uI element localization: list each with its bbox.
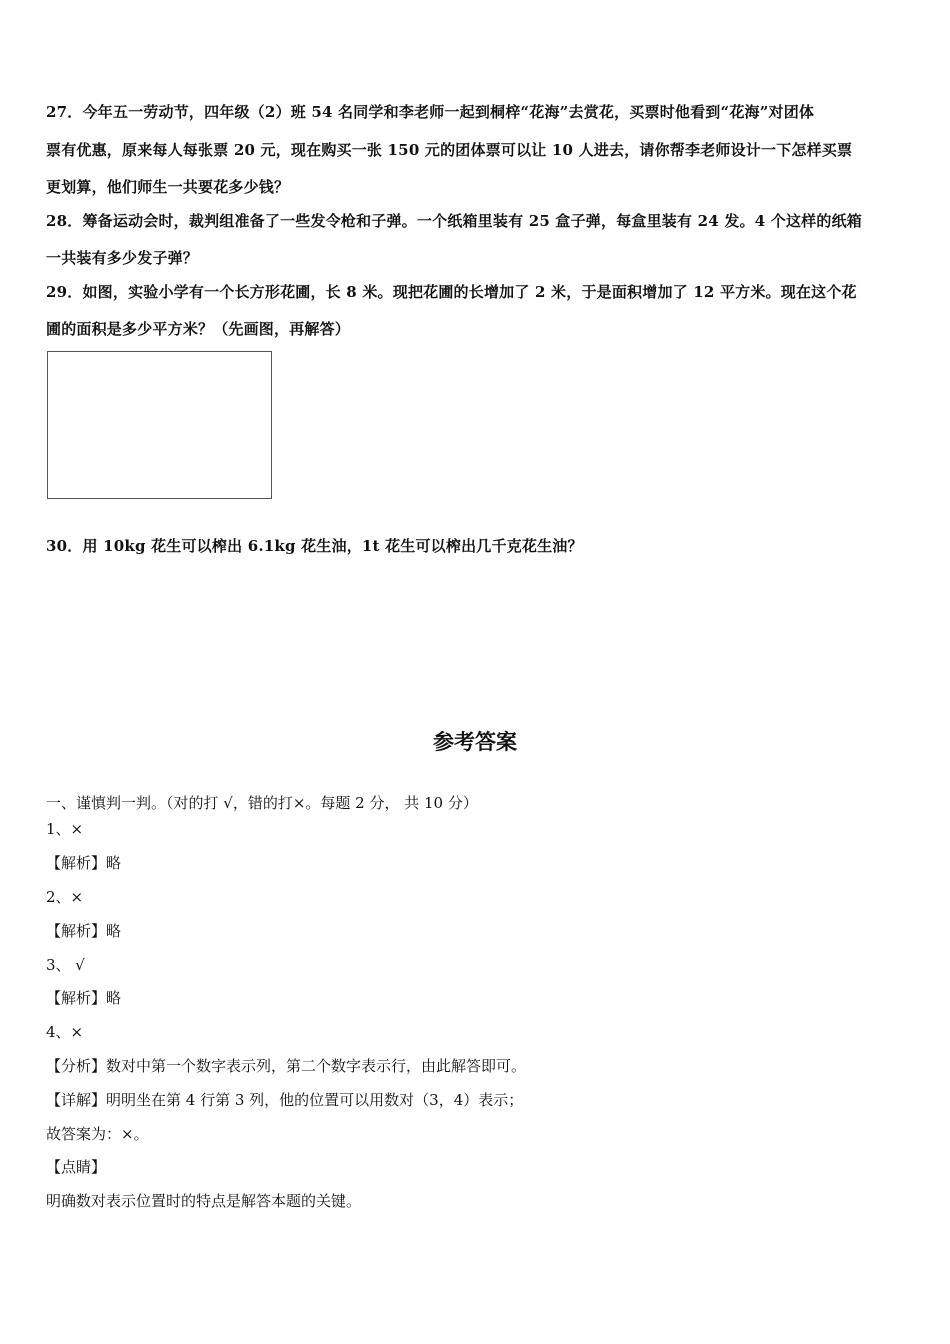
q28-line2: 一共装有多少发子弹？ <box>46 249 199 267</box>
answer-2-analysis: 【解析】略 <box>46 922 122 940</box>
answer-section-heading: 一、谨慎判一判。（对的打 √，错的打×。每题 2 分， 共 10 分） <box>46 794 478 812</box>
answer-4-dianjing-label: 【点睛】 <box>46 1158 107 1176</box>
q29-line2: 圃的面积是多少平方米？（先画图，再解答） <box>46 320 351 338</box>
answer-3: 3、 √ <box>46 956 85 974</box>
drawing-box <box>47 351 272 499</box>
q27-line3: 更划算，他们师生一共要花多少钱？ <box>46 178 290 196</box>
q29-line1: 29．如图，实验小学有一个长方形花圃，长 8 米。现把花圃的长增加了 2 米，于是面积增加了 12 平方米。现在这个花 <box>46 283 857 301</box>
answer-3-analysis: 【解析】略 <box>46 989 122 1007</box>
q30-line1: 30．用 10kg 花生可以榨出 6.1kg 花生油，1t 花生可以榨出几千克花生油？ <box>46 537 583 555</box>
answer-2: 2、× <box>46 888 84 906</box>
q28-line1: 28．筹备运动会时，裁判组准备了一些发令枪和子弹。一个纸箱里装有 25 盒子弹，每盒里装有 24 发。4 个这样的纸箱 <box>46 212 862 230</box>
q27-line1: 27．今年五一劳动节，四年级（2）班 54 名同学和李老师一起到桐梓“花海”去赏花，买票时他看到“花海”对团体 <box>46 103 815 121</box>
answer-4: 4、× <box>46 1023 84 1041</box>
answer-4-xiangjie: 【详解】明明坐在第 4 行第 3 列，他的位置可以用数对（3，4）表示； <box>46 1091 524 1109</box>
answer-title: 参考答案 <box>433 730 517 754</box>
q27-line2: 票有优惠，原来每人每张票 20 元，现在购买一张 150 元的团体票可以让 10 人进去，请你帮李老师设计一下怎样买票 <box>46 141 853 159</box>
answer-4-fenxi: 【分析】数对中第一个数字表示列，第二个数字表示行，由此解答即可。 <box>46 1057 527 1075</box>
answer-1-analysis: 【解析】略 <box>46 854 122 872</box>
answer-4-dianjing: 明确数对表示位置时的特点是解答本题的关键。 <box>46 1192 362 1210</box>
answer-4-result: 故答案为：×。 <box>46 1125 149 1143</box>
answer-1: 1、× <box>46 820 84 838</box>
